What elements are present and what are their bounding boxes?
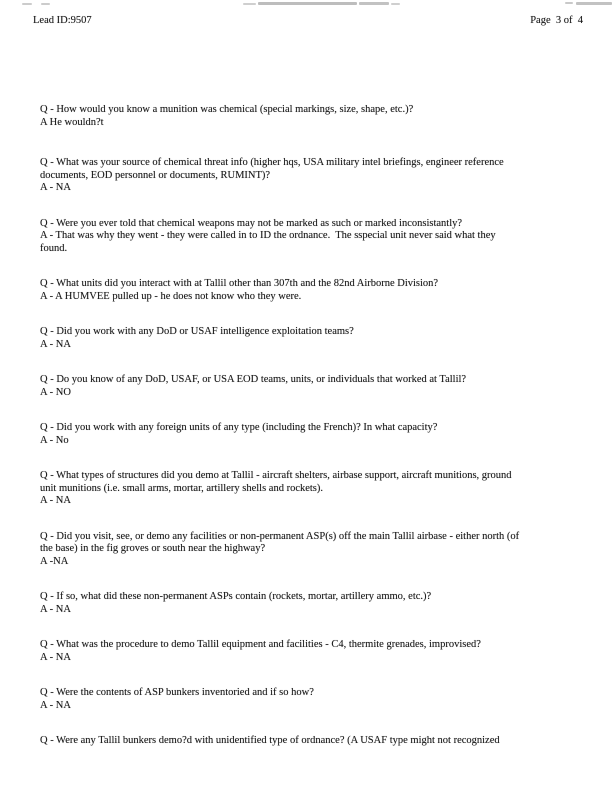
qa-question-line: Q - Were the contents of ASP bunkers inventoried and if so how?: [40, 687, 314, 698]
qa-section: [40, 104, 565, 771]
qa-answer-line: A - NA: [40, 338, 71, 350]
qa-block: [40, 470, 565, 508]
qa-question-line: Q - Do you know of any DoD, USAF, or USA EOD teams, units, or individuals that worked at Tallil?: [40, 374, 467, 385]
qa-question-line: Q - What was your source of chemical threat info (higher hqs, USA military intel briefings, engineer reference: [40, 157, 504, 168]
qa-answer-line: A - NO: [40, 386, 71, 398]
qa-block: [40, 326, 565, 351]
qa-question-line: Q - Did you visit, see, or demo any facilities or non-permanent ASP(s) off the main Tallil airbase - either north (of: [40, 530, 520, 542]
qa-block: [40, 278, 565, 303]
qa-question-line: the base) in the fig groves or south near the highway?: [40, 543, 266, 554]
qa-question-line: unit munitions (i.e. small arms, mortar, artillery shells and rockets).: [40, 482, 324, 494]
qa-answer-line: A - NA: [40, 651, 71, 663]
qa-block: [40, 104, 565, 129]
qa-answer-line: found.: [40, 242, 68, 254]
lead-id-label: Lead ID:9507: [33, 15, 92, 26]
qa-answer-line: A - NA: [40, 182, 71, 193]
qa-block: [40, 422, 565, 447]
scan-artifact-top-left-speck-1: [22, 3, 32, 5]
qa-question-line: Q - Were any Tallil bunkers demo?d with unidentified type of ordnance? (A USAF type might not recognized: [40, 735, 500, 746]
qa-question-line: Q - What was the procedure to demo Tallil equipment and facilities - C4, thermite grenades, improvised?: [40, 639, 481, 650]
scan-artifact-top-center-streak-3: [359, 2, 389, 5]
qa-answer-line: A - A HUMVEE pulled up - he does not know who they were.: [40, 290, 302, 302]
scan-artifact-top-right-streak-1: [565, 2, 573, 4]
scan-artifact-top-center-streak-1: [243, 3, 256, 5]
qa-question-line: Q - Were you ever told that chemical weapons may not be marked as such or marked inconsistantly?: [40, 217, 463, 229]
scan-artifact-top-center-streak-2: [258, 2, 357, 5]
qa-answer-line: A - NA: [40, 603, 71, 615]
qa-question-line: Q - Did you work with any foreign units of any type (including the French)? In what capacity?: [40, 422, 438, 433]
scan-artifact-top-left-speck-2: [41, 3, 50, 5]
scan-artifact-top-center-streak-4: [391, 3, 400, 5]
qa-answer-line: A - No: [40, 434, 69, 446]
qa-block: [40, 531, 565, 569]
qa-block: [40, 735, 565, 748]
qa-answer-line: A - That was why they went - they were called in to ID the ordnance. The sspecial unit never said what they: [40, 230, 496, 241]
qa-question-line: Q - Did you work with any DoD or USAF intelligence exploitation teams?: [40, 326, 354, 337]
qa-answer-line: A - NA: [40, 495, 71, 506]
qa-block: [40, 687, 565, 712]
qa-question-line: Q - How would you know a munition was chemical (special markings, size, shape, etc.)?: [40, 104, 414, 115]
qa-answer-line: A He wouldn?t: [40, 116, 104, 128]
page-number-label: Page 3 of 4: [530, 15, 583, 26]
qa-question-line: Q - What units did you interact with at Tallil other than 307th and the 82nd Airborne Division?: [40, 278, 439, 289]
qa-question-line: Q - If so, what did these non-permanent ASPs contain (rockets, mortar, artillery ammo, etc.)?: [40, 591, 432, 602]
page-header: [33, 15, 583, 28]
scan-artifact-top-right-streak-2: [576, 2, 612, 5]
qa-block: [40, 157, 565, 195]
qa-question-line: Q - What types of structures did you demo at Tallil - aircraft shelters, airbase support, aircraft munitions, ground: [40, 470, 512, 481]
qa-block: [40, 374, 565, 399]
qa-answer-line: A - NA: [40, 699, 71, 711]
qa-question-line: documents, EOD personnel or documents, RUMINT)?: [40, 169, 271, 181]
qa-block: [40, 218, 565, 256]
qa-block: [40, 639, 565, 664]
qa-answer-line: A -NA: [40, 555, 69, 567]
qa-block: [40, 591, 565, 616]
